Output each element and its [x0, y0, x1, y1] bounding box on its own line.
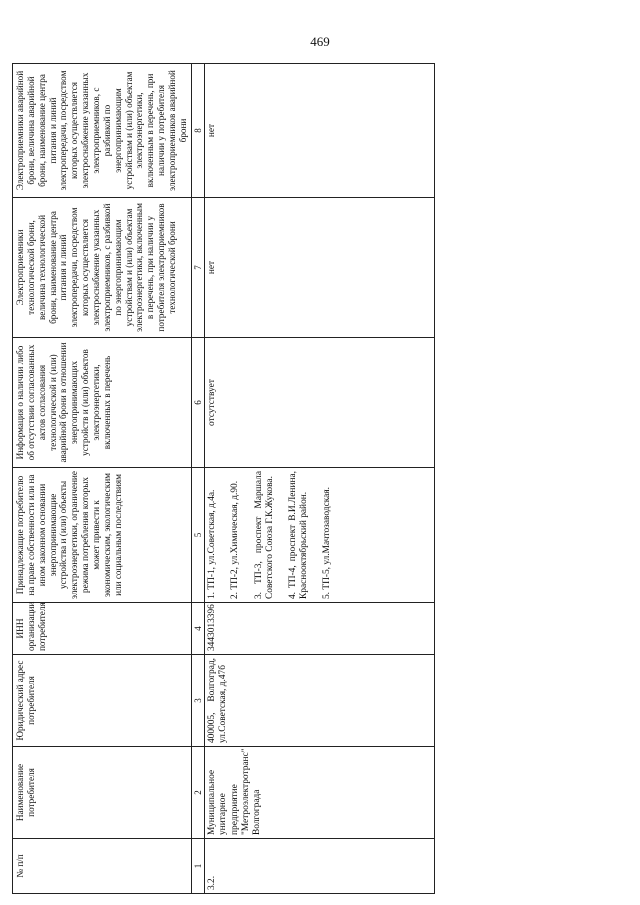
rotated-table-sheet [12, 64, 612, 894]
object-item: 1. ТП-1, ул.Советская, д.4а. [207, 489, 218, 599]
page-number: 469 [310, 34, 330, 49]
object-item: 5. ТП-5, ул.Мачтозаводская. [321, 487, 332, 599]
header-emergency-reserve: Электроприемники аварийной брони, величина аварийной брони, наименование центра питания и линий электропередачи, посредством которых осуществляется электроснабжение указанных электроприемников, с разбивкой по энергопринимающим устройствам и (или) объектам электроэнергетики, включенным в перечень, при наличии у потребителя электроприемников аварийной брони [13, 64, 192, 198]
column-number: 2 [191, 747, 205, 839]
header-address: Юридический адрес потребителя [13, 655, 192, 747]
table-row [205, 64, 435, 894]
header-num: № п/п [13, 839, 192, 894]
object-item: 3. ТП-3, проспект Маршала Советского Союза Г.К.Жукова. [253, 471, 275, 599]
object-item: 2. ТП-2, ул.Химическая, д.90. [230, 480, 241, 599]
consumer-address: 400005, Волгоград, ул.Советская, д.47б [205, 655, 435, 747]
header-tech-reserve: Электроприемники технологической брони, величина технологической брони, наименование центра питания и линий электропередачи, посредством которых осуществляется электроснабжение указанных электроприемников, с разбивкой по энергопринимающим устройствам и (или) объектам электроэнергетики, включенным в перечень, при наличии у потребителя электроприемников технологической брони [13, 198, 192, 338]
header-inn: ИНН организации потребителя [13, 603, 192, 655]
tech-reserve-value: нет [205, 198, 435, 338]
header-devices: Принадлежащие потребителю на праве собственности или на ином законном основании энергопринимающие устройства и (или) объекты электроэнергетики, ограничение режима потребления которых может привести к экономическим, экологическим или социальным последствиям [13, 468, 192, 603]
header-acts: Информация о наличии либо об отсутствии согласованных актов согласования технологической и (или) аварийной брони в отношении энергопринимающих устройств и (или) объектов электроэнергетики, включенных в перечень [13, 338, 192, 468]
header-name: Наименование потребителя [13, 747, 192, 839]
objects-cell [205, 468, 435, 603]
column-number: 8 [191, 64, 205, 198]
consumer-inn: 3443013396 [205, 603, 435, 655]
consumer-name: Муниципальное унитарное предприятие "Метроэлектротранс" Волгограда [205, 747, 435, 839]
consumers-table [12, 63, 435, 894]
column-number: 4 [191, 603, 205, 655]
column-number: 6 [191, 338, 205, 468]
column-number: 1 [191, 839, 205, 894]
object-item: 4. ТП-4, проспект В.И.Ленина, Краснооктябрьский район. [287, 471, 309, 599]
column-number: 5 [191, 468, 205, 603]
header-row [13, 64, 192, 894]
column-number: 7 [191, 198, 205, 338]
row-num: 3.2. [205, 839, 435, 894]
column-number: 3 [191, 655, 205, 747]
column-number-row [191, 64, 205, 894]
acts-value: отсутствует [205, 338, 435, 468]
emergency-reserve-value: нет [205, 64, 435, 198]
